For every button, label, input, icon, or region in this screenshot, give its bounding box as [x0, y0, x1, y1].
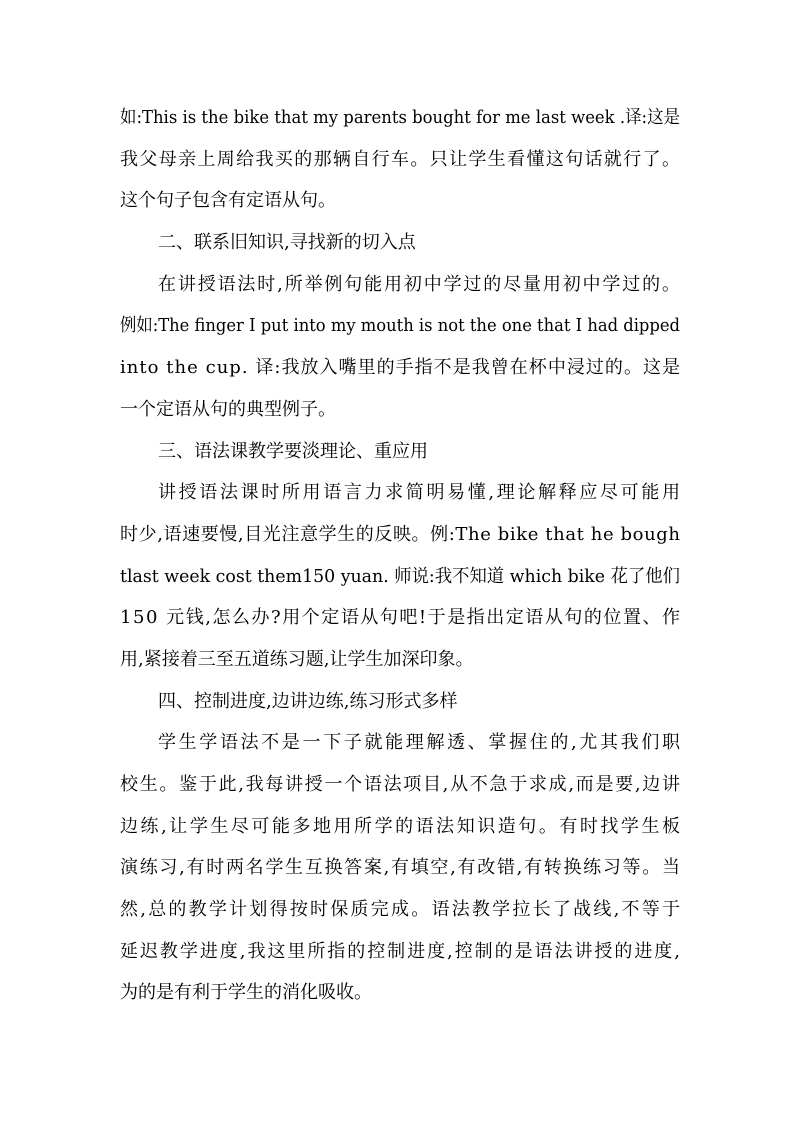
paragraph-start-line: 在讲授语法时,所举例句能用初中学过的尽量用初中学过的。: [158, 273, 682, 295]
text-line: 时少,语速要慢,目光注意学生的反映。例:The bike that he bough: [120, 523, 681, 545]
text-line: 边练,让学生尽可能多地用所学的语法知识造句。有时找学生板: [120, 815, 683, 837]
document-page: [120, 97, 683, 1014]
paragraph-start-line: 三、语法课教学要淡理论、重应用: [158, 440, 428, 462]
text-line: 用,紧接着三至五道练习题,让学生加深印象。: [120, 648, 474, 670]
text-line: 然,总的教学计划得按时保质完成。语法教学拉长了战线,不等于: [120, 899, 683, 921]
paragraph-start-line: 讲授语法课时所用语言力求简明易懂,理论解释应尽可能用: [158, 482, 683, 504]
text-line: 如:This is the bike that my parents bought for me last week .译:这是: [120, 107, 680, 128]
text-line: 校生。鉴于此,我每讲授一个语法项目,从不急于求成,而是要,边讲: [120, 774, 682, 795]
text-line: 一个定语从句的典型例子。: [120, 398, 336, 420]
text-line: into the cup. 译:我放入嘴里的手指不是我曾在杯中浸过的。这是: [120, 357, 682, 379]
text-line: 例如:The finger I put into my mouth is not the one that I had dipped: [120, 315, 680, 337]
text-line: 150 元钱,怎么办?用个定语从句吧!于是指出定语从句的位置、作: [120, 607, 682, 629]
text-line: 我父母亲上周给我买的那辆自行车。只让学生看懂这句话就行了。: [120, 148, 682, 170]
paragraph-start-line: 四、控制进度,边讲边练,练习形式多样: [158, 690, 458, 712]
text-line: 延迟教学进度,我这里所指的控制进度,控制的是语法讲授的进度,: [120, 940, 682, 962]
text-line: 为的是有利于学生的消化吸收。: [120, 982, 372, 1004]
text-line: 这个句子包含有定语从句。: [120, 190, 336, 212]
paragraph-start-line: 二、联系旧知识,寻找新的切入点: [158, 232, 416, 254]
text-line: 演练习,有时两名学生互换答案,有填空,有改错,有转换练习等。当: [120, 857, 682, 879]
paragraph-start-line: 学生学语法不是一下子就能理解透、掌握住的,尤其我们职: [158, 732, 683, 754]
text-line: tlast week cost them150 yuan. 师说:我不知道 which bike 花了他们: [120, 565, 680, 587]
